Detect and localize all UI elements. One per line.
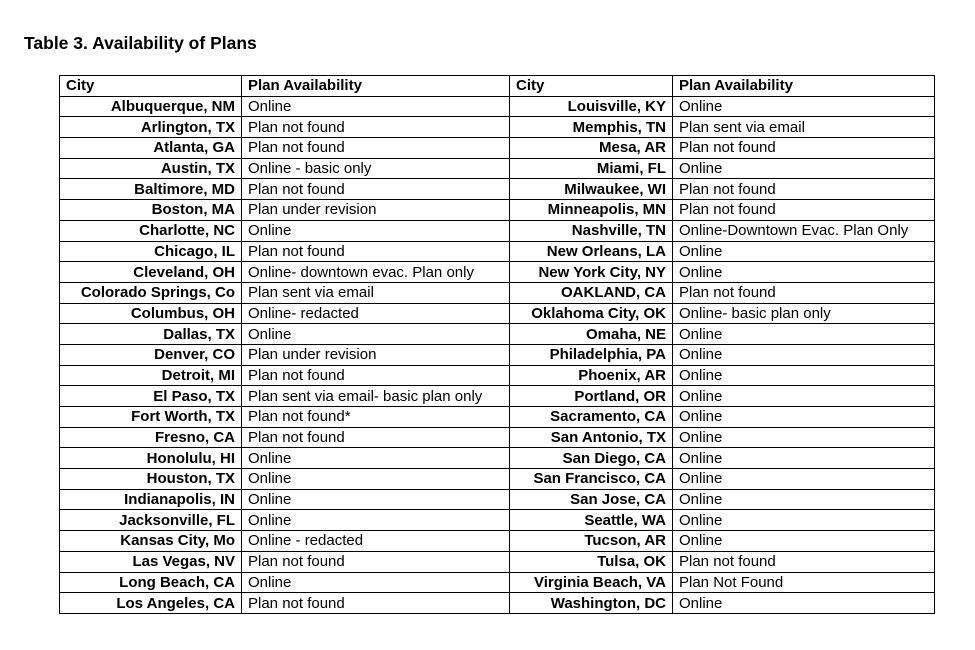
availability-left-cell: Plan not found [242,365,510,386]
city-left-cell: Atlanta, GA [60,138,242,159]
city-right-cell: San Antonio, TX [510,427,673,448]
availability-left-cell: Online [242,572,510,593]
city-left-cell: Charlotte, NC [60,220,242,241]
availability-right-cell: Plan not found [673,551,935,572]
city-right-cell: Memphis, TN [510,117,673,138]
table-row [60,427,935,448]
city-left-cell: Los Angeles, CA [60,593,242,614]
table-row [60,200,935,221]
table-row [60,241,935,262]
city-left-cell: Honolulu, HI [60,448,242,469]
availability-left-cell: Plan not found [242,117,510,138]
table-row [60,510,935,531]
availability-right-cell: Online [673,407,935,428]
availability-right-cell: Online [673,469,935,490]
table-row [60,179,935,200]
table-row [60,262,935,283]
header-row [60,76,935,97]
availability-left-cell: Online [242,324,510,345]
availability-right-cell: Online [673,344,935,365]
city-right-cell: Tucson, AR [510,531,673,552]
city-right-cell: Milwaukee, WI [510,179,673,200]
availability-right-cell: Online [673,448,935,469]
availability-right-cell: Online [673,324,935,345]
table-row [60,282,935,303]
city-right-cell: New Orleans, LA [510,241,673,262]
availability-right-cell: Online-Downtown Evac. Plan Only [673,220,935,241]
availability-right-cell: Online [673,365,935,386]
header-city-right: City [510,76,673,97]
availability-right-cell: Online- basic plan only [673,303,935,324]
city-right-cell: Omaha, NE [510,324,673,345]
city-left-cell: Kansas City, Mo [60,531,242,552]
city-left-cell: Fresno, CA [60,427,242,448]
availability-right-cell: Online [673,427,935,448]
availability-left-cell: Plan under revision [242,200,510,221]
city-left-cell: Arlington, TX [60,117,242,138]
table-row [60,551,935,572]
availability-right-cell: Plan not found [673,200,935,221]
city-left-cell: Boston, MA [60,200,242,221]
city-right-cell: Miami, FL [510,158,673,179]
city-right-cell: Portland, OR [510,386,673,407]
city-right-cell: Virginia Beach, VA [510,572,673,593]
table-row [60,158,935,179]
city-left-cell: Detroit, MI [60,365,242,386]
city-left-cell: Jacksonville, FL [60,510,242,531]
city-right-cell: Tulsa, OK [510,551,673,572]
availability-left-cell: Plan not found [242,241,510,262]
city-left-cell: Las Vegas, NV [60,551,242,572]
city-right-cell: San Diego, CA [510,448,673,469]
availability-right-cell: Online [673,158,935,179]
availability-left-cell: Online - basic only [242,158,510,179]
table-row [60,365,935,386]
availability-left-cell: Plan not found* [242,407,510,428]
table-row [60,220,935,241]
table-row [60,593,935,614]
table-row [60,386,935,407]
availability-right-cell: Online [673,96,935,117]
availability-left-cell: Plan not found [242,179,510,200]
city-left-cell: Fort Worth, TX [60,407,242,428]
city-right-cell: San Jose, CA [510,489,673,510]
city-right-cell: Washington, DC [510,593,673,614]
city-left-cell: Baltimore, MD [60,179,242,200]
city-right-cell: Nashville, TN [510,220,673,241]
city-right-cell: Louisville, KY [510,96,673,117]
city-left-cell: Chicago, IL [60,241,242,262]
city-right-cell: New York City, NY [510,262,673,283]
availability-left-cell: Online [242,510,510,531]
availability-right-cell: Online [673,241,935,262]
availability-left-cell: Online- downtown evac. Plan only [242,262,510,283]
city-right-cell: Mesa, AR [510,138,673,159]
city-left-cell: Houston, TX [60,469,242,490]
city-right-cell: Oklahoma City, OK [510,303,673,324]
availability-left-cell: Plan sent via email [242,282,510,303]
availability-left-cell: Plan not found [242,551,510,572]
table-row [60,531,935,552]
city-right-cell: Philadelphia, PA [510,344,673,365]
availability-right-cell: Online [673,386,935,407]
city-right-cell: San Francisco, CA [510,469,673,490]
city-left-cell: Long Beach, CA [60,572,242,593]
plan-availability-table [59,75,935,614]
table-row [60,572,935,593]
availability-right-cell: Online [673,489,935,510]
availability-left-cell: Plan sent via email- basic plan only [242,386,510,407]
availability-left-cell: Online [242,96,510,117]
availability-left-cell: Plan not found [242,427,510,448]
availability-left-cell: Online [242,448,510,469]
availability-right-cell: Online [673,510,935,531]
availability-left-cell: Online - redacted [242,531,510,552]
city-right-cell: OAKLAND, CA [510,282,673,303]
table-title: Table 3. Availability of Plans [24,33,257,53]
availability-left-cell: Online [242,469,510,490]
availability-left-cell: Plan not found [242,593,510,614]
availability-right-cell: Plan not found [673,179,935,200]
availability-right-cell: Plan sent via email [673,117,935,138]
availability-left-cell: Online- redacted [242,303,510,324]
availability-left-cell: Plan not found [242,138,510,159]
table-row [60,448,935,469]
table-row [60,96,935,117]
availability-right-cell: Plan Not Found [673,572,935,593]
availability-left-cell: Online [242,489,510,510]
header-availability-right: Plan Availability [673,76,935,97]
availability-right-cell: Online [673,262,935,283]
city-left-cell: Cleveland, OH [60,262,242,283]
city-right-cell: Seattle, WA [510,510,673,531]
city-right-cell: Sacramento, CA [510,407,673,428]
availability-right-cell: Plan not found [673,282,935,303]
city-left-cell: Dallas, TX [60,324,242,345]
city-right-cell: Minneapolis, MN [510,200,673,221]
availability-left-cell: Online [242,220,510,241]
city-right-cell: Phoenix, AR [510,365,673,386]
table-row [60,138,935,159]
city-left-cell: Albuquerque, NM [60,96,242,117]
availability-right-cell: Online [673,593,935,614]
availability-right-cell: Online [673,531,935,552]
table-row [60,489,935,510]
city-left-cell: Colorado Springs, Co [60,282,242,303]
city-left-cell: Columbus, OH [60,303,242,324]
availability-left-cell: Plan under revision [242,344,510,365]
city-left-cell: Denver, CO [60,344,242,365]
table-row [60,303,935,324]
header-availability-left: Plan Availability [242,76,510,97]
table-row [60,324,935,345]
city-left-cell: Austin, TX [60,158,242,179]
city-left-cell: El Paso, TX [60,386,242,407]
city-left-cell: Indianapolis, IN [60,489,242,510]
availability-right-cell: Plan not found [673,138,935,159]
table-row [60,117,935,138]
table-row [60,344,935,365]
table-row [60,469,935,490]
table-row [60,407,935,428]
header-city-left: City [60,76,242,97]
